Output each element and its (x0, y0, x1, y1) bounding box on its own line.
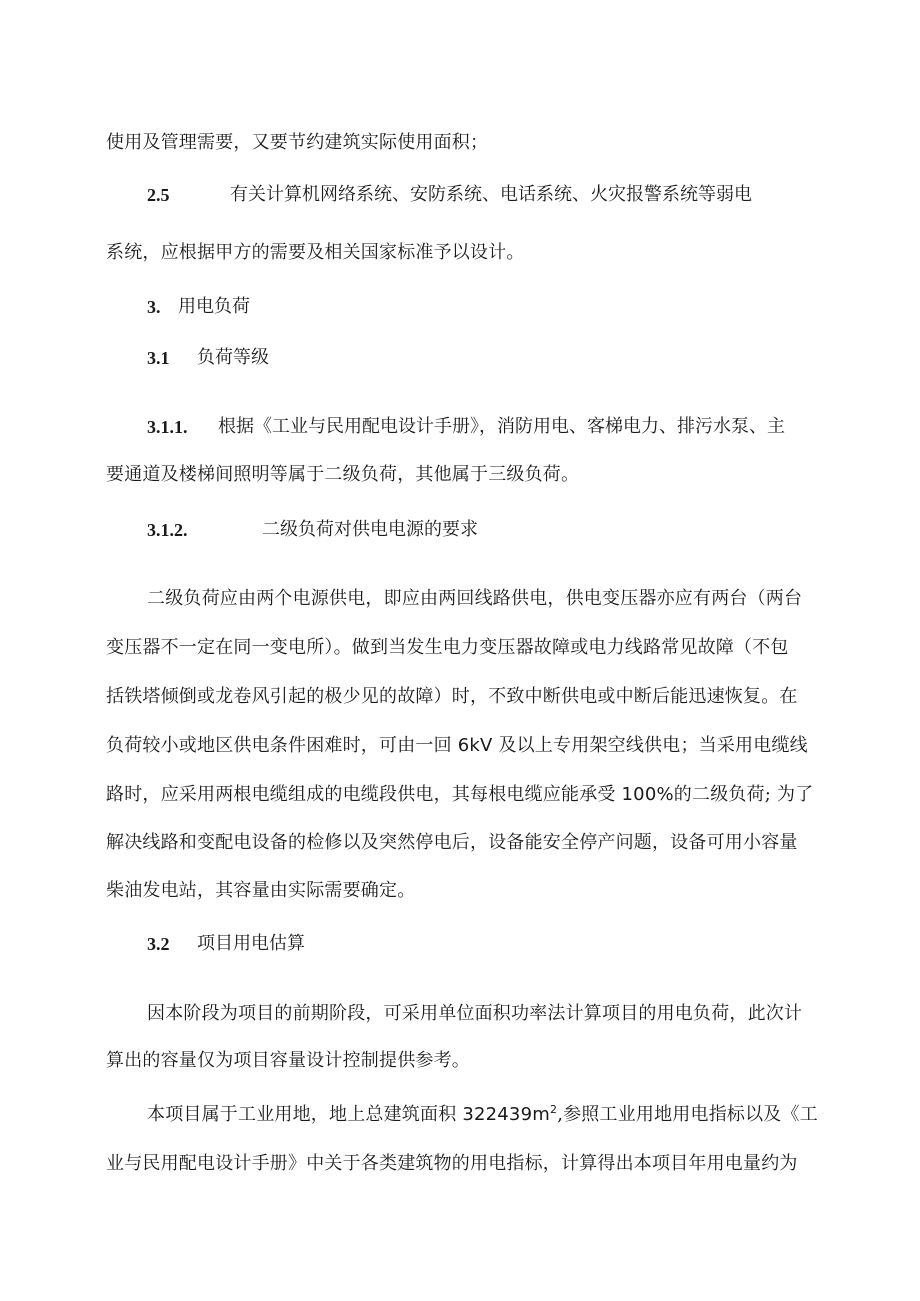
percent-value: 100% (621, 784, 674, 805)
section-3-2-title: 项目用电估算 (197, 933, 305, 954)
secondary-load-line4-part-b: 及以上专用架空线供电；当采用电缆线 (492, 735, 808, 756)
project-line1-part-a: 本项目属于工业用地，地上总建筑面积 (147, 1104, 463, 1125)
section-2-5-text-line1: 有关计算机网络系统、安防系统、电话系统、火灾报警系统等弱电 (230, 184, 752, 205)
secondary-load-line4 (106, 734, 824, 758)
secondary-load-line5-part-a: 路时，应采用两根电缆组成的电缆段供电，其每根电缆应能承受 (106, 784, 622, 805)
project-line2: 业与民用配电设计手册》中关于各类建筑物的用电指标，计算得出本项目年用电量约为 (106, 1153, 798, 1174)
section-3-1-1-text-line1: 根据《工业与民用配电设计手册》，消防用电、客梯电力、排污水泵、主 (218, 416, 785, 437)
secondary-load-line3: 括铁塔倾倒或龙卷风引起的极少见的故障）时，不致中断供电或中断后能迅速恢复。在 (106, 686, 798, 707)
secondary-load-line5-part-b: 的二级负荷; 为了 (673, 784, 814, 805)
section-number-3-1-1: 3.1.1. (147, 417, 188, 437)
project-line1 (147, 1103, 824, 1127)
section-3-1-2-title: 二级负荷对供电电源的要求 (262, 519, 478, 540)
estimate-line2: 算出的容量仅为项目容量设计控制提供参考。 (106, 1050, 470, 1071)
voltage-value: 6kV (457, 735, 493, 756)
area-value: 322439m (462, 1104, 550, 1125)
section-number-2-5: 2.5 (147, 185, 170, 205)
secondary-load-line7: 柴油发电站，其容量由实际需要确定。 (106, 880, 416, 901)
section-3-1-title: 负荷等级 (197, 347, 269, 368)
secondary-load-line4-part-a: 负荷较小或地区供电条件困难时，可由一回 (106, 735, 458, 756)
project-line1-part-b: ,参照工业用地用电指标以及《工 (557, 1104, 818, 1125)
estimate-line1: 因本阶段为项目的前期阶段，可采用单位面积功率法计算项目的用电负荷，此次计 (147, 1003, 803, 1024)
section-number-3-1: 3.1 (147, 348, 170, 368)
secondary-load-line1: 二级负荷应由两个电源供电，即应由两回线路供电，供电变压器亦应有两台（两台 (147, 588, 803, 609)
intro-line: 使用及管理需要，又要节约建筑实际使用面积； (106, 132, 489, 153)
section-number-3-1-2: 3.1.2. (147, 520, 188, 540)
secondary-load-line2: 变压器不一定在同一变电所）。做到当发生电力变压器故障或电力线路常见故障（不包 (106, 637, 789, 658)
section-3-title: 用电负荷 (178, 296, 250, 317)
section-number-3-2: 3.2 (147, 934, 170, 954)
section-2-5-text-line2: 系统，应根据甲方的需要及相关国家标准予以设计。 (106, 242, 525, 263)
secondary-load-line5 (106, 783, 824, 807)
section-number-3: 3. (147, 297, 161, 317)
secondary-load-line6: 解决线路和变配电设备的检修以及突然停电后，设备能安全停产问题，设备可用小容量 (106, 832, 798, 853)
area-unit-superscript: 2 (549, 1103, 558, 1116)
section-3-1-1-text-line2: 要通道及楼梯间照明等属于二级负荷，其他属于三级负荷。 (106, 464, 580, 485)
